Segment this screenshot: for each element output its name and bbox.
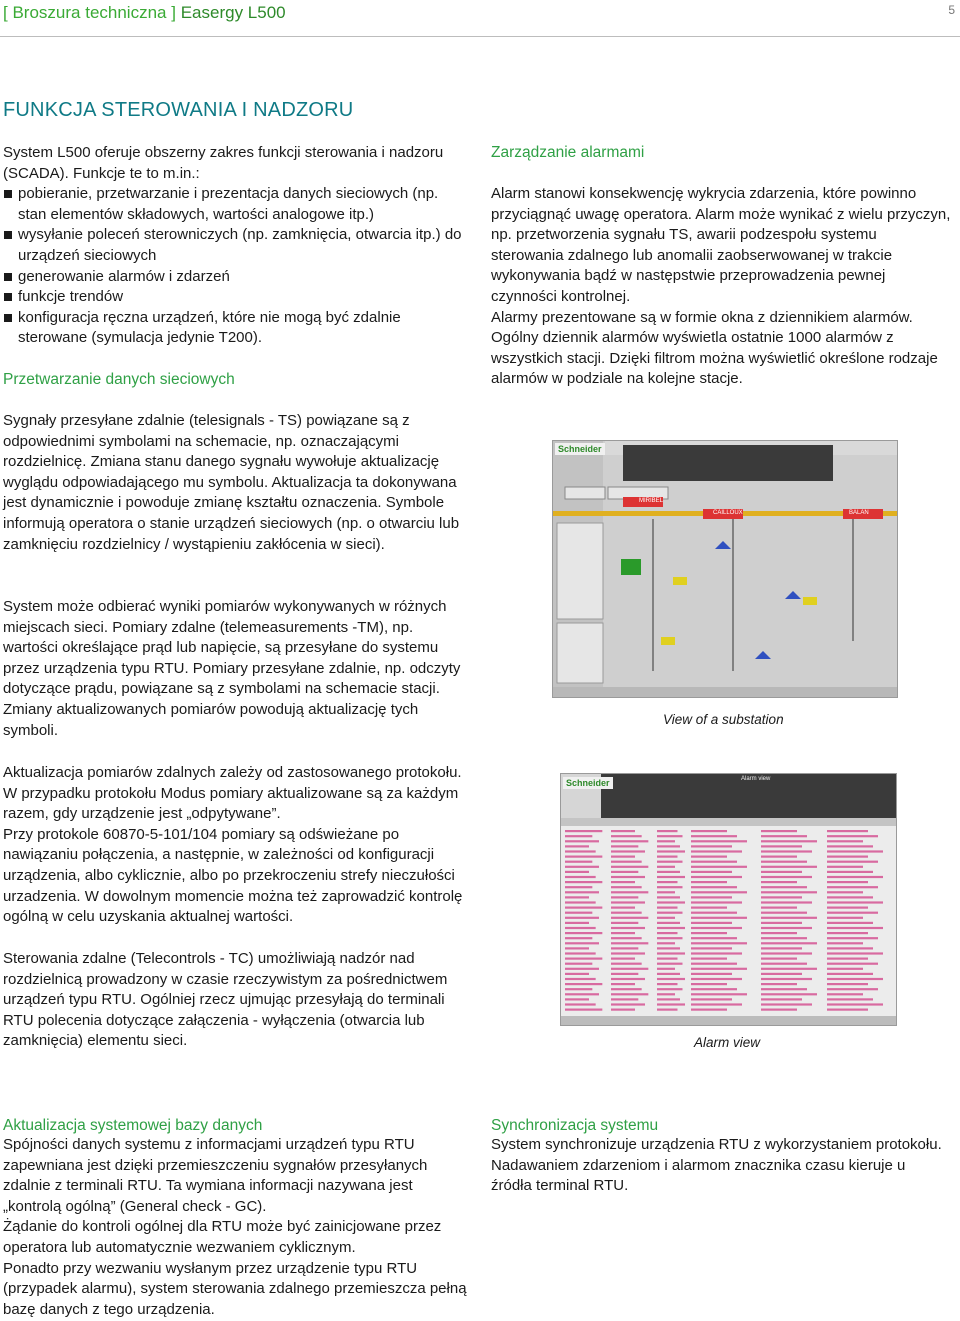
alarm-row-mark <box>691 835 737 837</box>
alarm-window-title: Alarm view <box>741 776 771 782</box>
alarm-row-mark <box>611 942 648 944</box>
alarm-row-mark <box>761 973 802 975</box>
alarm-row-mark <box>657 942 675 944</box>
alarm-row-mark <box>691 993 747 995</box>
alarm-row-mark <box>691 866 747 868</box>
alarm-row-mark <box>761 912 807 914</box>
alarm-row-mark <box>611 993 648 995</box>
alarm-row-mark <box>761 917 817 919</box>
alarm-row-mark <box>691 998 732 1000</box>
alarm-row-mark <box>565 907 602 909</box>
alarm-block <box>491 184 951 390</box>
alarm-row-mark <box>691 952 742 954</box>
alarm-row-mark <box>691 978 742 980</box>
alarm-row-mark <box>827 932 868 934</box>
alarm-row-mark <box>691 876 742 878</box>
alarm-row-mark <box>611 856 635 858</box>
alarm-row-mark <box>565 973 589 975</box>
alarm-row-mark <box>565 881 602 883</box>
alarm-row-mark <box>565 876 596 878</box>
alarm-row-mark <box>827 998 873 1000</box>
alarm-row-mark <box>657 973 680 975</box>
alarm-row-mark <box>827 886 878 888</box>
alarm-row-mark <box>827 922 873 924</box>
alarm-row-mark <box>761 932 797 934</box>
database-block <box>3 1135 468 1320</box>
alarm-row-mark <box>691 861 737 863</box>
alarm-row-mark <box>691 856 727 858</box>
alarm-row-mark <box>657 958 678 960</box>
alarm-row-mark <box>611 907 635 909</box>
alarm-row-mark <box>827 927 883 929</box>
alarm-row-mark <box>565 942 599 944</box>
section-title-sync: Synchronizacja systemu <box>491 1117 659 1134</box>
alarm-row-mark <box>691 947 732 949</box>
alarm-row-mark <box>611 835 642 837</box>
alarm-row-mark <box>827 993 863 995</box>
alarm-row-mark <box>565 891 599 893</box>
alarm-row-mark <box>611 968 648 970</box>
alarm-row-mark <box>611 866 648 868</box>
alarm-row-mark <box>691 942 747 944</box>
alarm-row-mark <box>611 845 638 847</box>
alarm-row-mark <box>827 830 868 832</box>
alarm-row-mark <box>761 947 802 949</box>
list-item: konfiguracja ręczna urządzeń, które nie mogą być zdalnie sterowane (symulacja jedynie T200). <box>3 308 468 349</box>
page-number: 5 <box>948 3 955 17</box>
alarm-row-mark <box>611 952 645 954</box>
alarm-row-mark <box>657 968 675 970</box>
alarm-row-mark <box>827 1003 883 1005</box>
alarm-row-mark <box>611 830 635 832</box>
alarm-row-mark <box>827 876 883 878</box>
alarm-row-mark <box>565 927 596 929</box>
alarm-row-mark <box>827 973 873 975</box>
alarm-row-mark <box>691 907 727 909</box>
function-list <box>3 184 468 349</box>
alarm-row-mark <box>611 973 638 975</box>
alarm-row-mark <box>691 973 732 975</box>
alarm-row-mark <box>691 958 727 960</box>
alarm-row-mark <box>827 896 873 898</box>
alarm-row-mark <box>761 861 807 863</box>
alarm-row-mark <box>761 840 817 842</box>
alarm-row-mark <box>761 937 807 939</box>
alarm-row-mark <box>761 993 817 995</box>
alarm-row-mark <box>761 922 802 924</box>
alarm-row-mark <box>657 891 675 893</box>
list-item: pobieranie, przetwarzanie i prezentacja danych sieciowych (np. stan elementów składowych, wartości analogowe itp.) <box>3 184 468 225</box>
alarm-row-mark <box>657 988 683 990</box>
alarm-row-mark <box>761 978 812 980</box>
alarm-row-mark <box>761 835 807 837</box>
alarm-row-mark <box>827 958 868 960</box>
alarm-row-mark <box>611 876 645 878</box>
alarm-row-mark <box>761 968 817 970</box>
alarm-row-mark <box>611 922 638 924</box>
alarm-row-mark <box>657 978 685 980</box>
alarm-row-mark <box>565 886 592 888</box>
alarm-row-mark <box>827 866 863 868</box>
alarm-row-mark <box>657 901 685 903</box>
substation-diagram <box>553 441 897 697</box>
alarm-row-mark <box>611 850 645 852</box>
alarm-row-mark <box>657 998 680 1000</box>
alarm-row-mark <box>611 917 648 919</box>
alarm-row-mark <box>657 861 683 863</box>
station-label: MIRIBEL <box>639 498 664 504</box>
alarm-row-mark <box>657 856 678 858</box>
alarm-row-mark <box>565 845 589 847</box>
header-doc-type: Broszura techniczna <box>12 3 167 22</box>
alarm-row-mark <box>565 998 589 1000</box>
alarm-row-mark <box>761 830 797 832</box>
alarm-row-mark <box>611 840 648 842</box>
station-label: BALAN <box>849 510 869 516</box>
station-label: CAILLOUX <box>713 510 743 516</box>
alarm-row-mark <box>657 922 680 924</box>
alarm-row-mark <box>611 861 642 863</box>
alarm-row-mark <box>611 958 635 960</box>
alarm-row-mark <box>611 901 645 903</box>
alarm-row-mark <box>657 907 678 909</box>
alarm-row-mark <box>611 871 638 873</box>
alarm-row-mark <box>691 932 727 934</box>
header-divider <box>0 36 960 37</box>
alarm-row-mark <box>827 963 878 965</box>
alarm-row-mark <box>691 896 732 898</box>
alarm-row-mark <box>691 963 737 965</box>
alarm-row-mark <box>761 927 812 929</box>
alarm-row-mark <box>611 886 642 888</box>
alarm-row-mark <box>565 983 602 985</box>
alarm-row-mark <box>657 896 680 898</box>
alarm-row-mark <box>827 845 873 847</box>
alarm-row-mark <box>691 917 747 919</box>
alarm-row-mark <box>657 983 678 985</box>
alarm-row-mark <box>565 866 599 868</box>
alarm-row-mark <box>611 978 645 980</box>
alarm-row-mark <box>565 988 592 990</box>
alarm-row-mark <box>761 907 797 909</box>
alarm-row-mark <box>657 1009 678 1011</box>
section-title-database: Aktualizacja systemowej bazy danych <box>3 1117 263 1134</box>
alarm-row-mark <box>657 1003 685 1005</box>
alarm-row-mark <box>691 886 737 888</box>
alarm-row-mark <box>565 968 599 970</box>
intro-text: System L500 oferuje obszerny zakres funkcji sterowania i nadzoru (SCADA). Funkcje te to m.in.: <box>3 144 444 182</box>
alarm-row-mark <box>657 917 675 919</box>
alarm-row-mark <box>691 937 737 939</box>
schneider-logo: Schneider <box>563 777 613 789</box>
paragraph-telecontrols: Sterowania zdalne (Telecontrols - TC) umożliwiają nadzór nad rozdzielnicą prowadzony w czasie rzeczywistym za pośrednictwem urządzeń typu RTU. Ogólniej rzecz ujmując przesyłają do terminali RTU polecenia dotyczące załączenia - wyłączenia (otwarcia lub zamknięcia) elementu sieci. <box>3 950 448 1050</box>
paragraph-general-check: Spójności danych systemu z informacjami urządzeń typu RTU zapewniana jest dzięki przemieszczeniu sygnałów przesyłanych zdalnie z terminali RTU. Ta wymiana informacji nazywana jest „kontrolą ogólną” (General check - GC). <box>3 1136 428 1215</box>
caption-alarm-view: Alarm view <box>694 1035 761 1050</box>
alarm-row-mark <box>761 845 802 847</box>
alarm-row-mark <box>611 988 642 990</box>
alarm-row-mark <box>761 856 797 858</box>
alarm-row-mark <box>827 861 878 863</box>
alarm-row-mark <box>657 886 683 888</box>
alarm-row-mark <box>565 1003 596 1005</box>
alarm-row-mark <box>657 932 678 934</box>
alarm-row-mark <box>565 978 596 980</box>
alarm-row-mark <box>565 830 602 832</box>
alarm-row-mark <box>565 917 599 919</box>
alarm-row-mark <box>691 881 727 883</box>
alarm-row-mark <box>565 993 599 995</box>
paragraph-alarm-log: Alarmy prezentowane są w formie okna z dziennikiem alarmów. Ogólny dziennik alarmów wyświetla ostatnie 1000 alarmów z wszystkich stacji. Dzięki filtrom można wyświetlić określone rodzaje alarmów w podziale na kolejne stacje. <box>491 308 938 388</box>
list-item: wysyłanie poleceń sterowniczych (np. zamknięcia, otwarcia itp.) do urządzeń sieciowych <box>3 225 468 266</box>
alarm-row-mark <box>691 1009 727 1011</box>
alarm-row-mark <box>565 835 592 837</box>
alarm-row-mark <box>657 830 678 832</box>
alarm-row-mark <box>611 896 638 898</box>
alarm-row-mark <box>827 1009 868 1011</box>
alarm-row-mark <box>691 988 737 990</box>
alarm-row-mark <box>761 942 817 944</box>
alarm-row-mark <box>761 866 817 868</box>
alarm-row-mark <box>565 952 596 954</box>
alarm-row-mark <box>565 937 592 939</box>
alarm-row-mark <box>761 983 797 985</box>
alarm-row-mark <box>657 845 680 847</box>
alarm-row-mark <box>827 912 878 914</box>
alarm-row-mark <box>611 937 642 939</box>
alarm-row-mark <box>761 881 797 883</box>
alarm-row-mark <box>611 983 635 985</box>
header-title <box>3 2 286 24</box>
alarm-row-mark <box>565 947 589 949</box>
alarm-row-mark <box>691 901 742 903</box>
alarm-row-mark <box>761 896 802 898</box>
alarm-row-mark <box>611 963 642 965</box>
alarm-row-mark <box>565 922 589 924</box>
alarm-row-mark <box>691 922 732 924</box>
alarm-row-mark <box>565 856 602 858</box>
paragraph-protocol <box>3 763 468 928</box>
alarm-row-mark <box>657 871 680 873</box>
paragraph-iec: Przy protokole 60870-5-101/104 pomiary są odświeżane po nawiązaniu połączenia, a następnie, w zależności od konfiguracji urządzenia, albo cyklicznie, albo po przekroczeniu strefy nieczułości urzadzenia. W dowolnym momencie można też zaprowadzić kontrolę ogólną w celu uzyskania aktualnej wartości. <box>3 825 463 926</box>
alarm-row-mark <box>761 952 812 954</box>
header-bracket-close: ] <box>171 3 176 22</box>
paragraph-sync: System synchronizuje urządzenia RTU z wykorzystaniem protokołu. Nadawaniem zdarzeniom i alarmom znacznika czasu kieruje u źródła terminal RTU. <box>491 1136 942 1195</box>
alarm-row-mark <box>565 958 602 960</box>
alarm-row-mark <box>827 850 883 852</box>
alarm-row-mark <box>611 947 638 949</box>
section-title-data-processing: Przetwarzanie danych sieciowych <box>3 371 235 388</box>
alarm-row-mark <box>827 988 878 990</box>
alarm-row-mark <box>827 881 868 883</box>
alarm-view-screenshot <box>560 773 897 1026</box>
alarm-row-mark <box>827 907 868 909</box>
alarm-row-mark <box>761 901 812 903</box>
page-header <box>0 0 960 40</box>
alarm-row-mark <box>691 830 727 832</box>
alarm-row-mark <box>611 1003 645 1005</box>
alarm-row-mark <box>565 901 596 903</box>
alarm-row-mark <box>657 912 683 914</box>
alarm-row-mark <box>691 845 732 847</box>
alarm-row-mark <box>761 963 807 965</box>
alarm-log-table <box>561 774 896 1025</box>
alarm-row-mark <box>691 912 737 914</box>
alarm-row-mark <box>657 947 680 949</box>
alarm-row-mark <box>611 891 648 893</box>
alarm-row-mark <box>657 876 685 878</box>
paragraph-telesignals: Sygnały przesyłane zdalnie (telesignals - TS) powiązane są z odpowiednimi symbolami na schemacie, np. oznaczającymi rozdzielnicę. Zmiana stanu danego sygnału wywołuje aktualizację wyglądu odpowiadającego mu symbolu. Aktualizacja ta dokonywana jest dynamicznie i powoduje zmianę kształtu oznaczenia. Symbole informują operatora o stanie urządzeń sieciowych (np. o otwarciu lub zamknięciu rozdzielnicy / wystąpieniu zakłócenia w sieci). <box>3 412 460 553</box>
substation-view-screenshot <box>552 440 898 698</box>
alarm-row-mark <box>565 932 602 934</box>
alarm-row-mark <box>657 993 675 995</box>
intro-block <box>3 143 468 349</box>
alarm-row-mark <box>657 937 683 939</box>
alarm-row-mark <box>691 968 747 970</box>
schneider-logo: Schneider <box>555 443 605 455</box>
alarm-row-mark <box>565 850 596 852</box>
alarm-row-mark <box>827 983 868 985</box>
paragraph-gc-request: Żądanie do kontroli ogólnej dla RTU może być zainicjowane przez operatora lub automatycznie wezwaniem cyklicznym. <box>3 1218 442 1256</box>
alarm-row-mark <box>761 850 812 852</box>
list-item: funkcje trendów <box>3 287 468 308</box>
alarm-row-mark <box>565 871 589 873</box>
alarm-row-mark <box>565 912 592 914</box>
alarm-row-mark <box>827 937 878 939</box>
alarm-row-mark <box>657 963 683 965</box>
alarm-row-mark <box>691 1003 742 1005</box>
alarm-row-mark <box>657 952 685 954</box>
alarm-row-mark <box>761 871 802 873</box>
alarm-row-mark <box>611 912 642 914</box>
alarm-row-mark <box>761 876 812 878</box>
alarm-row-mark <box>761 891 817 893</box>
list-item: generowanie alarmów i zdarzeń <box>3 267 468 288</box>
alarm-row-mark <box>657 840 675 842</box>
paragraph-telemeasurements: System może odbierać wyniki pomiarów wykonywanych w różnych miejscach sieci. Pomiary zdalne (telemeasurements -TM), np. wartości określające prąd lub napięcie, są przesyłane do systemu przez urządzenia typu RTU. Pomiary przesyłane zdalnie, np. odczyty dotyczące prądu, powiązane są z symbolami na schemacie stacji. Zmiany aktualizowanych pomiarów powodują aktualizację tych symboli. <box>3 598 461 739</box>
alarm-row-mark <box>761 988 807 990</box>
alarm-row-mark <box>691 850 742 852</box>
alarm-row-mark <box>691 871 732 873</box>
paragraph-modbus: Aktualizacja pomiarów zdalnych zależy od zastosowanego protokołu. W przypadku protokołu Modus pomiary aktualizowane są za każdym razem, gdy urządzenie jest „odpytywane”. <box>3 764 462 823</box>
paragraph-alarm-definition: Alarm stanowi konsekwencję wykrycia zdarzenia, które powinno przyciągnąć uwagę operatora. Alarm może wynikać z wielu przyczyn, np. przetworzenia sygnału TS, awarii podzespołu systemu sterowania zdalnego lub anomalii zaobserwowanej w trakcie wykonywania bądź w następstwie przeprowadzenia pewnej czynności kontrolnej. <box>491 185 951 305</box>
header-bracket-open: [ <box>3 3 8 22</box>
alarm-row-mark <box>827 840 863 842</box>
alarm-row-mark <box>657 927 685 929</box>
alarm-row-mark <box>611 881 635 883</box>
alarm-row-mark <box>691 891 747 893</box>
alarm-row-mark <box>565 896 589 898</box>
alarm-row-mark <box>827 856 868 858</box>
alarm-row-mark <box>761 998 802 1000</box>
alarm-row-mark <box>657 850 685 852</box>
alarm-row-mark <box>827 942 863 944</box>
alarm-row-mark <box>565 1009 602 1011</box>
alarm-row-mark <box>691 983 727 985</box>
alarm-row-mark <box>657 881 678 883</box>
alarm-row-mark <box>827 891 863 893</box>
caption-substation: View of a substation <box>663 712 784 727</box>
alarm-row-mark <box>611 1009 635 1011</box>
alarm-row-mark <box>827 968 863 970</box>
alarm-row-mark <box>827 871 873 873</box>
alarm-row-mark <box>761 886 807 888</box>
alarm-row-mark <box>691 840 747 842</box>
alarm-row-mark <box>761 1009 797 1011</box>
alarm-row-mark <box>827 947 873 949</box>
page-title: FUNKCJA STEROWANIA I NADZORU <box>3 99 354 121</box>
alarm-row-mark <box>827 835 878 837</box>
alarm-row-mark <box>827 952 883 954</box>
alarm-row-mark <box>827 901 883 903</box>
alarm-row-mark <box>657 866 675 868</box>
alarm-row-mark <box>691 927 742 929</box>
alarm-row-mark <box>611 927 645 929</box>
alarm-row-mark <box>611 998 638 1000</box>
alarm-row-mark <box>761 1003 812 1005</box>
alarm-row-mark <box>565 963 592 965</box>
alarm-row-mark <box>657 835 683 837</box>
alarm-row-mark <box>611 932 635 934</box>
header-product: Easergy L500 <box>180 3 286 22</box>
alarm-row-mark <box>565 840 599 842</box>
alarm-row-mark <box>565 861 592 863</box>
paragraph-rtu-call: Ponadto przy wezwaniu wysłanym przez urządzenie typu RTU (przypadek alarmu), system sterowania zdalnego przemieszcza pełną bazę danych z tego urządzenia. <box>3 1259 467 1318</box>
alarm-row-mark <box>761 958 797 960</box>
alarm-row-mark <box>827 917 863 919</box>
section-title-alarms: Zarządzanie alarmami <box>491 144 645 161</box>
alarm-row-mark <box>827 978 883 980</box>
